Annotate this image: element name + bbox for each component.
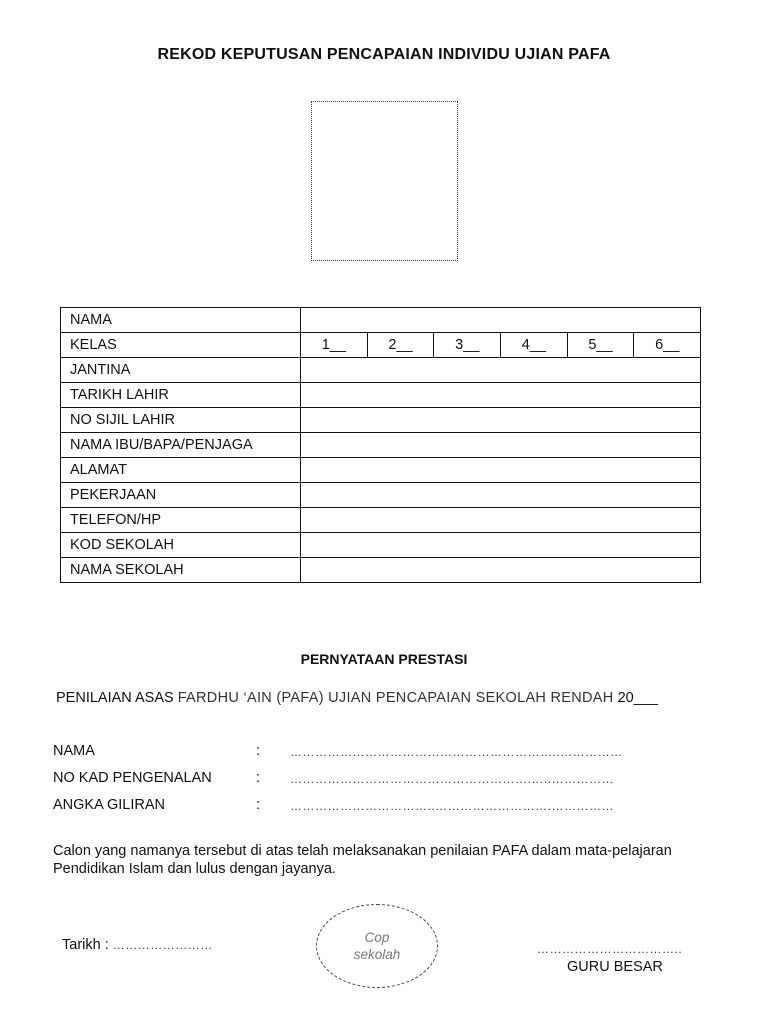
kelas-option-3[interactable]: 3__ <box>433 333 500 357</box>
field-label: ANGKA GILIRAN <box>53 797 166 813</box>
statement-paragraph: Calon yang namanya tersebut di atas telah melaksanakan penilaian PAFA dalam mata-pelajaran Pendidikan Islam dan lulus dengan jayanya. <box>53 843 672 877</box>
info-row <box>61 533 701 558</box>
info-row-value-field[interactable] <box>301 308 701 333</box>
info-row-label: KELAS <box>61 333 301 358</box>
info-row-value-field[interactable] <box>301 483 701 508</box>
kelas-option-5[interactable]: 5__ <box>567 333 634 357</box>
photo-placeholder[interactable] <box>311 101 458 261</box>
info-row-label: TELEFON/HP <box>61 508 301 533</box>
assessment-line <box>56 690 658 706</box>
student-info-table <box>60 307 701 583</box>
signature-label: GURU BESAR <box>567 959 663 975</box>
info-row-label: NO SIJIL LAHIR <box>61 408 301 433</box>
info-row-value-field[interactable] <box>301 383 701 408</box>
info-row-label: PEKERJAAN <box>61 483 301 508</box>
info-row-label: TARIKH LAHIR <box>61 383 301 408</box>
info-row <box>61 333 701 358</box>
field-colon: : <box>256 770 261 786</box>
field-blank-nama[interactable]: ………………………………………………………..…………… <box>290 745 623 759</box>
info-row-value-field[interactable] <box>301 358 701 383</box>
field-blank-angka-giliran[interactable]: ……………………………..……………………….…………… <box>290 799 615 813</box>
info-row <box>61 508 701 533</box>
section-title: PERNYATAAN PRESTASI <box>300 651 468 667</box>
assessment-year: 20___ <box>617 690 658 706</box>
field-colon: : <box>256 797 261 813</box>
field-label: NO KAD PENGENALAN <box>53 770 212 786</box>
info-row-value-field[interactable] <box>301 458 701 483</box>
info-row-value-field[interactable] <box>301 508 701 533</box>
document-title: REKOD KEPUTUSAN PENCAPAIAN INDIVIDU UJIAN PAFA <box>157 46 611 63</box>
kelas-option-2[interactable]: 2__ <box>367 333 434 357</box>
info-row-label: KOD SEKOLAH <box>61 533 301 558</box>
date-label: Tarikh : <box>62 937 109 953</box>
info-row-value-field[interactable] <box>301 408 701 433</box>
info-row <box>61 358 701 383</box>
info-row-value-field[interactable] <box>301 433 701 458</box>
stamp-text: Cop sekolah <box>353 930 401 962</box>
info-row-value-field[interactable] <box>301 558 701 583</box>
info-row <box>61 308 701 333</box>
info-row <box>61 383 701 408</box>
signature-blank[interactable]: …………………………….. <box>537 942 683 956</box>
kelas-option-1[interactable]: 1__ <box>321 337 346 353</box>
school-stamp-placeholder <box>316 904 438 988</box>
field-label: NAMA <box>53 743 95 759</box>
info-row <box>61 458 701 483</box>
info-row-label: NAMA <box>61 308 301 333</box>
info-row-label: JANTINA <box>61 358 301 383</box>
assessment-prefix: PENILAIAN ASAS <box>56 690 174 706</box>
date-line <box>62 937 213 953</box>
info-row <box>61 558 701 583</box>
kelas-option-4[interactable]: 4__ <box>500 333 567 357</box>
field-colon: : <box>256 743 261 759</box>
info-row-label: NAMA SEKOLAH <box>61 558 301 583</box>
info-row <box>61 433 701 458</box>
info-row <box>61 408 701 433</box>
date-blank[interactable]: …………………… <box>112 938 213 952</box>
info-row-label: NAMA IBU/BAPA/PENJAGA <box>61 433 301 458</box>
info-row-value-field[interactable] <box>301 533 701 558</box>
assessment-text: FARDHU ‘AIN (PAFA) UJIAN PENCAPAIAN SEKOLAH RENDAH <box>177 690 614 706</box>
kelas-options <box>301 333 701 358</box>
info-row-label: ALAMAT <box>61 458 301 483</box>
info-row <box>61 483 701 508</box>
field-blank-no-kad-pengenalan[interactable]: ………………………………………………….…..…………… <box>290 772 615 786</box>
kelas-option-6[interactable]: 6__ <box>633 333 700 357</box>
